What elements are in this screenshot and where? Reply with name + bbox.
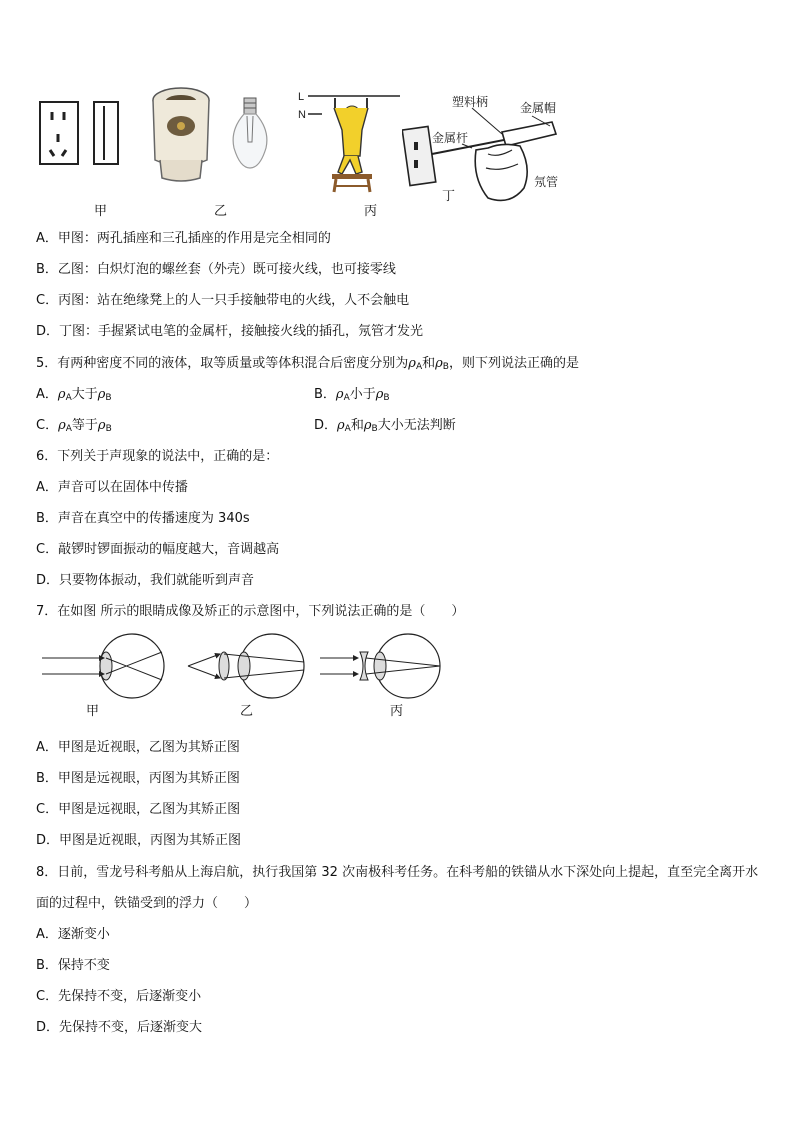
pen-label-tube: 氖管: [534, 175, 559, 189]
caption-bing: 丙: [364, 204, 378, 219]
q8-option-a: A．逐渐变小: [36, 927, 110, 942]
figure-lampholder-yi: [146, 84, 216, 186]
q6-option-c: C．敲锣时锣面振动的幅度越大，音调越高: [36, 542, 280, 557]
q6-option-b: B．声音在真空中的传播速度为 340s: [36, 511, 250, 526]
q7-option-c: C．甲图是远视眼，乙图为其矫正图: [36, 802, 241, 817]
q6-stem: 6．下列关于声现象的说法中，正确的是：: [36, 449, 279, 464]
q7-option-b: B．甲图是远视眼，丙图为其矫正图: [36, 771, 240, 786]
q5-option-c: C．$\rho_A$等于$\rho_B$: [36, 418, 112, 434]
q5-stem: 5．有两种密度不同的液体，取等质量或等体积混合后密度分别为$\rho_A$和$\rho_B$，则下列说法正确的是: [36, 356, 579, 372]
figure-socket-jia: [38, 96, 122, 168]
q4-option-b: B．乙图：白炽灯泡的螺丝套（外壳）既可接火线，也可接零线: [36, 262, 396, 277]
q8-option-c: C．先保持不变，后逐渐变小: [36, 989, 202, 1004]
q8-option-d: D．先保持不变，后逐渐变大: [36, 1020, 203, 1035]
q5-option-d: D．$\rho_A$和$\rho_B$大小无法判断: [314, 418, 456, 434]
q8-stem: 8．日前，雪龙号科考船从上海启航，执行我国第 32 次南极科考任务。在科考船的铁锚从水下深处向上提起，直至完全离开水面的过程中，铁锚受到的浮力（ ）: [36, 865, 759, 911]
q6-option-d: D．只要物体振动，我们就能听到声音: [36, 573, 255, 588]
q7-option-d: D．甲图是近视眼，丙图为其矫正图: [36, 833, 242, 848]
eye-caption-jia: 甲: [86, 704, 100, 719]
q7-option-a: A．甲图是近视眼，乙图为其矫正图: [36, 740, 240, 755]
pen-label-handle: 塑料柄: [452, 95, 489, 109]
q7-stem: 7．在如图 所示的眼睛成像及矫正的示意图中，下列说法正确的是（ ）: [36, 604, 465, 619]
q6-option-a: A．声音可以在固体中传播: [36, 480, 188, 495]
pen-label-cap: 金属帽: [520, 101, 557, 115]
figure-bulb-yi: [226, 96, 276, 172]
q4-option-c: C．丙图：站在绝缘凳上的人一只手接触带电的火线，人不会触电: [36, 293, 410, 308]
caption-jia: 甲: [94, 204, 108, 219]
line-label-l: L: [298, 91, 305, 103]
eye-caption-yi: 乙: [240, 704, 254, 719]
q5-option-b: B．$\rho_A$小于$\rho_B$: [314, 387, 390, 403]
caption-yi: 乙: [214, 204, 228, 219]
eye-diagram-bing: [318, 632, 444, 702]
figure-person-bing: [292, 86, 404, 194]
line-label-n: N: [298, 109, 306, 121]
pen-label-rod: 金属杆: [432, 131, 469, 145]
eye-diagram-jia: [40, 632, 170, 702]
q8-option-b: B．保持不变: [36, 958, 110, 973]
q5-option-a: A．$\rho_A$大于$\rho_B$: [36, 387, 112, 403]
eye-caption-bing: 丙: [390, 704, 404, 719]
eye-diagram-yi: [184, 632, 308, 702]
q4-option-a: A．甲图：两孔插座和三孔插座的作用是完全相同的: [36, 231, 331, 246]
caption-ding: 丁: [442, 189, 456, 204]
q4-option-d: D．丁图：手握紧试电笔的金属杆，接触接火线的插孔，氖管才发光: [36, 324, 424, 339]
figure-testpen-ding: [402, 88, 578, 210]
